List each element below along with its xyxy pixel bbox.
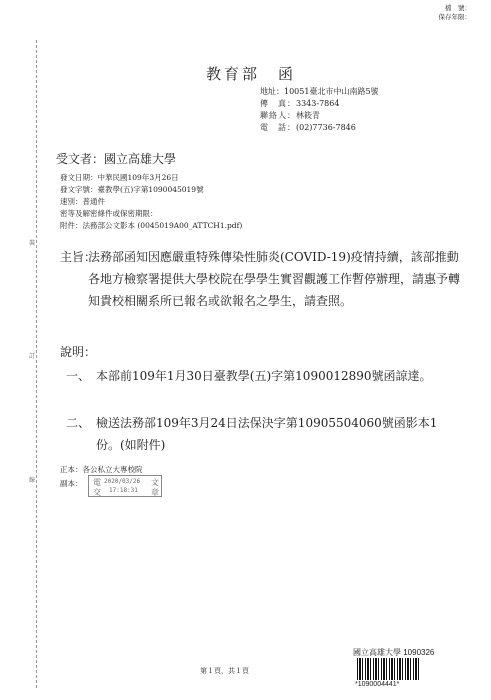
barcode-number: *1090004441* [355, 681, 400, 688]
barcode-label: 國立高雄大學 1090326 [353, 648, 435, 657]
primary-recipients: 正本：各公私立大專校院 [60, 465, 143, 474]
stamp-char: 交 [93, 488, 101, 497]
item-text: 本部前109年1月30日臺教學(五)字第1090012890號函諒達。 [96, 369, 432, 383]
fax-line [260, 99, 339, 109]
binding-mark-1: 裝 [29, 240, 36, 247]
phone-label: 電 話： [260, 123, 296, 132]
page-footer: 第１頁，共１頁 [200, 667, 249, 675]
electronic-exchange-stamp [88, 475, 162, 497]
barcode-icon [357, 658, 419, 680]
item-text: 檢送法務部109年3月24日法保決字第10905504060號函影本1份。(如附件) [96, 416, 438, 452]
security-level: 密等及解密條件或保密期限： [60, 209, 158, 218]
subject-label: 主旨： [60, 250, 97, 264]
speed-class: 速別：普通件 [60, 197, 105, 206]
stamp-time: 17:18:31 [109, 487, 138, 494]
stamp-char: 電 [93, 478, 101, 487]
stamp-char: 文 [151, 478, 159, 487]
attachment-line: 附件：法務部公文影本 (0045019A00_ATTCH1.pdf) [60, 221, 243, 230]
explanation-item-2 [66, 412, 446, 456]
subject-text: 法務部函知因應嚴重特殊傳染性肺炎(COVID-19)疫情持續，該部推動各地方檢察署提供大學校院在學學生實習觀護工作暫停辦理，請惠予轉知貴校相關系所已報名或欲報名之學生，請查照。 [88, 250, 461, 308]
address-value: 10051臺北市中山南路5號 [284, 87, 379, 96]
item-number: 二、 [66, 416, 91, 430]
stamp-char: 章 [151, 488, 159, 497]
explanation-label: 說明： [60, 345, 97, 359]
recipient-line [56, 150, 176, 167]
phone-line [260, 123, 356, 133]
recipient-label: 受文者： [56, 152, 105, 166]
fax-label: 傳 真： [260, 99, 296, 108]
address-line [260, 87, 379, 97]
binding-mark-2: 訂 [29, 353, 36, 360]
file-number-label: 檔 號： [445, 4, 471, 12]
address-label: 地址： [260, 87, 284, 96]
stamp-date: 2020/03/26 [104, 478, 141, 485]
phone-value: (02)7736-7846 [296, 123, 356, 132]
copy-label: 副本： [60, 479, 83, 488]
document-title: 教育部 函 [206, 65, 297, 83]
document-number: 發文字號：臺教學(五)字第1090045019號 [60, 185, 204, 194]
binding-line [36, 40, 37, 688]
contact-person-label: 聯絡人： [260, 111, 296, 120]
item-number: 一、 [66, 369, 91, 383]
subject-block [60, 246, 460, 312]
fax-value: 3343-7864 [296, 99, 340, 108]
barcode-label-box [353, 647, 481, 692]
contact-person-line [260, 111, 320, 121]
retention-label: 保存年限： [438, 13, 471, 21]
explanation-item-1 [66, 365, 446, 387]
binding-mark-3: 線 [29, 477, 36, 484]
contact-person-value: 林筱青 [296, 111, 320, 120]
issue-date: 發文日期：中華民國109年3月26日 [60, 173, 179, 182]
recipient-name: 國立高雄大學 [104, 152, 177, 166]
